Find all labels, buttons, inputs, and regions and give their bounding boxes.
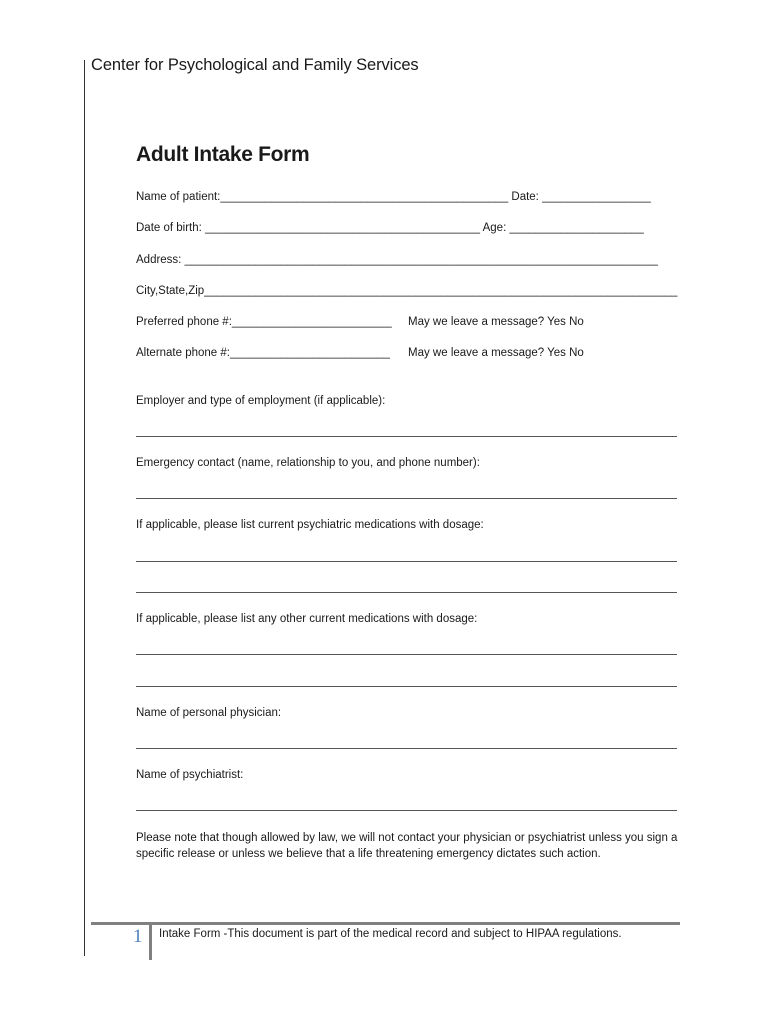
footer-text: Intake Form -This document is part of the medical record and subject to HIPAA regulations.	[159, 928, 622, 940]
date-of-birth-age-field[interactable]: Date of birth: ___________________________________________ Age: _____________________	[136, 222, 644, 234]
alternate-message-question[interactable]: May we leave a message? Yes No	[408, 347, 584, 359]
other-meds-answer-line-2[interactable]	[136, 686, 677, 687]
preferred-phone-field[interactable]: Preferred phone #:_________________________	[136, 316, 392, 328]
employer-answer-line[interactable]	[136, 436, 677, 437]
psychiatrist-label: Name of psychiatrist:	[136, 769, 244, 781]
other-meds-answer-line-1[interactable]	[136, 654, 677, 655]
psychiatric-meds-label: If applicable, please list current psychiatric medications with dosage:	[136, 519, 484, 531]
psychiatric-meds-answer-line-2[interactable]	[136, 592, 677, 593]
emergency-contact-answer-line[interactable]	[136, 498, 677, 499]
employer-label: Employer and type of employment (if applicable):	[136, 395, 386, 407]
form-title: Adult Intake Form	[136, 143, 310, 166]
preferred-message-question[interactable]: May we leave a message? Yes No	[408, 316, 584, 328]
alternate-phone-field[interactable]: Alternate phone #:_________________________	[136, 347, 390, 359]
city-state-zip-field[interactable]: City,State,Zip__________________________________________________________________________	[136, 285, 678, 297]
address-field[interactable]: Address: __________________________________________________________________________	[136, 254, 658, 266]
physician-label: Name of personal physician:	[136, 707, 282, 719]
psychiatric-meds-answer-line-1[interactable]	[136, 561, 677, 562]
privacy-note: Please note that though allowed by law, we will not contact your physician or psychiatrist unless you sign a specific release or unless we believe that a life threatening emergency dictates such action.	[136, 832, 678, 860]
emergency-contact-label: Emergency contact (name, relationship to you, and phone number):	[136, 457, 480, 469]
left-margin-rule	[84, 60, 85, 956]
footer-rule	[91, 922, 680, 925]
page-number: 1	[133, 926, 143, 947]
psychiatrist-answer-line[interactable]	[136, 810, 677, 811]
patient-name-date-field[interactable]: Name of patient:_____________________________________________ Date: _________________	[136, 191, 651, 203]
organization-name: Center for Psychological and Family Services	[91, 56, 419, 74]
footer-divider	[149, 922, 152, 960]
physician-answer-line[interactable]	[136, 748, 677, 749]
other-meds-label: If applicable, please list any other current medications with dosage:	[136, 613, 478, 625]
